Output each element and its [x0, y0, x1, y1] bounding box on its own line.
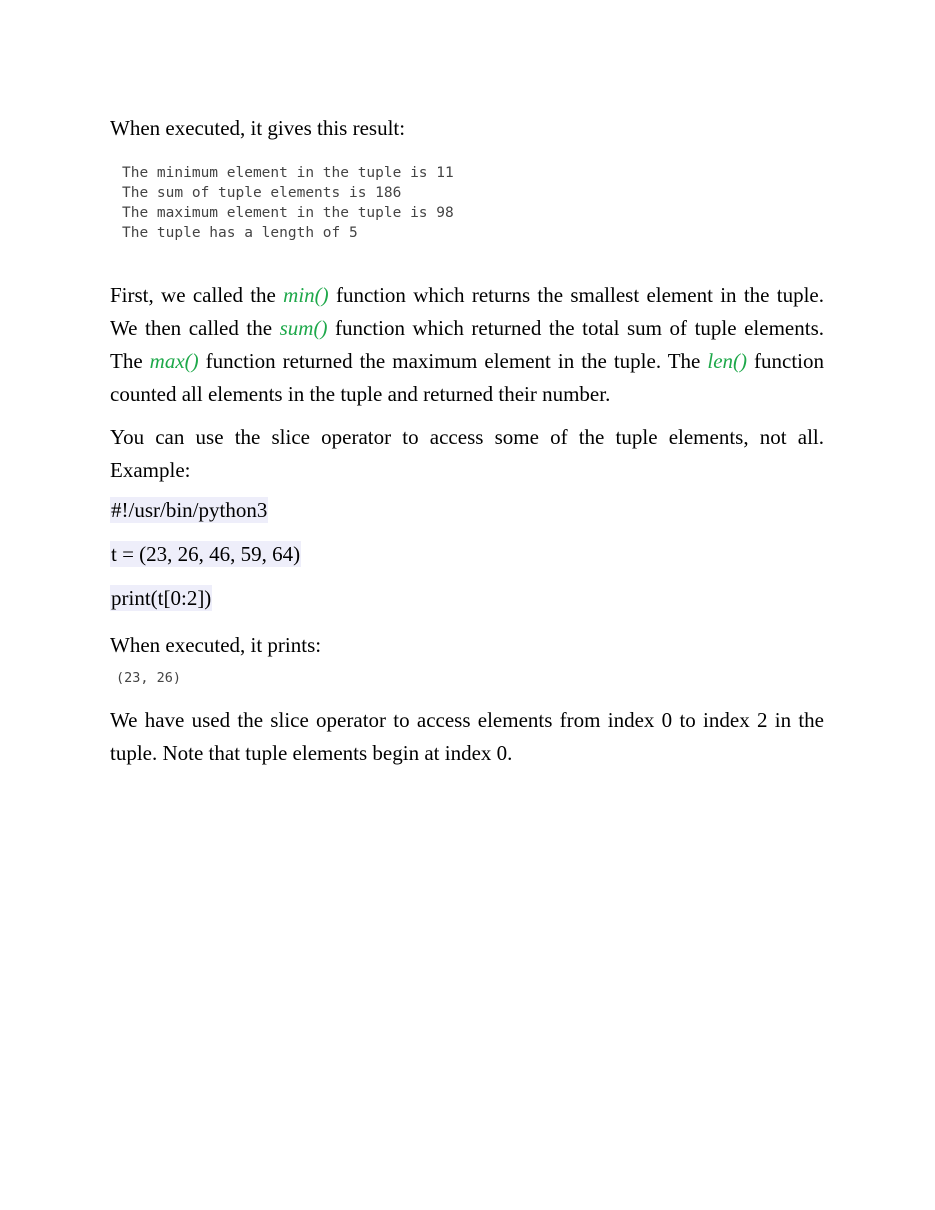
slice-intro-paragraph: You can use the slice operator to access some of the tuple elements, not all. Example:: [110, 425, 824, 482]
function-name-sum: sum(): [279, 316, 328, 340]
output-screenshot: [122, 163, 824, 243]
output-screenshot-2: (23, 26): [116, 670, 182, 686]
code-row: [110, 497, 824, 541]
code-example: [110, 497, 824, 629]
code-line: #!/usr/bin/python3: [111, 498, 268, 522]
function-name-len: len(): [707, 349, 748, 373]
function-name-max: max(): [149, 349, 199, 373]
text-run: function returned the maximum element in the tuple. The: [198, 349, 708, 373]
function-name-min: min(): [283, 283, 329, 307]
text-run: function which returns the smallest element in the tuple. We then called the: [110, 283, 824, 340]
intro-text: When executed, it gives this result:: [110, 116, 406, 140]
output-line: The minimum element in the tuple is 11: [122, 165, 454, 181]
document-page: [110, 112, 824, 770]
text-run: function counted all elements in the tuple and returned their number.: [110, 349, 824, 406]
code-line: print(t[0:2]): [111, 586, 212, 610]
output-line: The tuple has a length of 5: [122, 225, 358, 241]
text-run: function which returned the total sum of tuple elements. The: [110, 316, 825, 373]
functions-paragraph: [110, 279, 824, 411]
slice-explanation-paragraph: We have used the slice operator to access elements from index 0 to index 2 in the tuple. Note that tuple elements begin at index 0.: [110, 708, 824, 765]
output-line: The sum of tuple elements is 186: [122, 185, 402, 201]
code-row: [110, 541, 824, 585]
code-row: [110, 585, 824, 629]
code-line: t = (23, 26, 46, 59, 64): [111, 542, 301, 566]
output-line: The maximum element in the tuple is 98: [122, 205, 454, 221]
text-run: First, we called the: [110, 283, 284, 307]
intro-text-2: When executed, it prints:: [110, 633, 322, 657]
